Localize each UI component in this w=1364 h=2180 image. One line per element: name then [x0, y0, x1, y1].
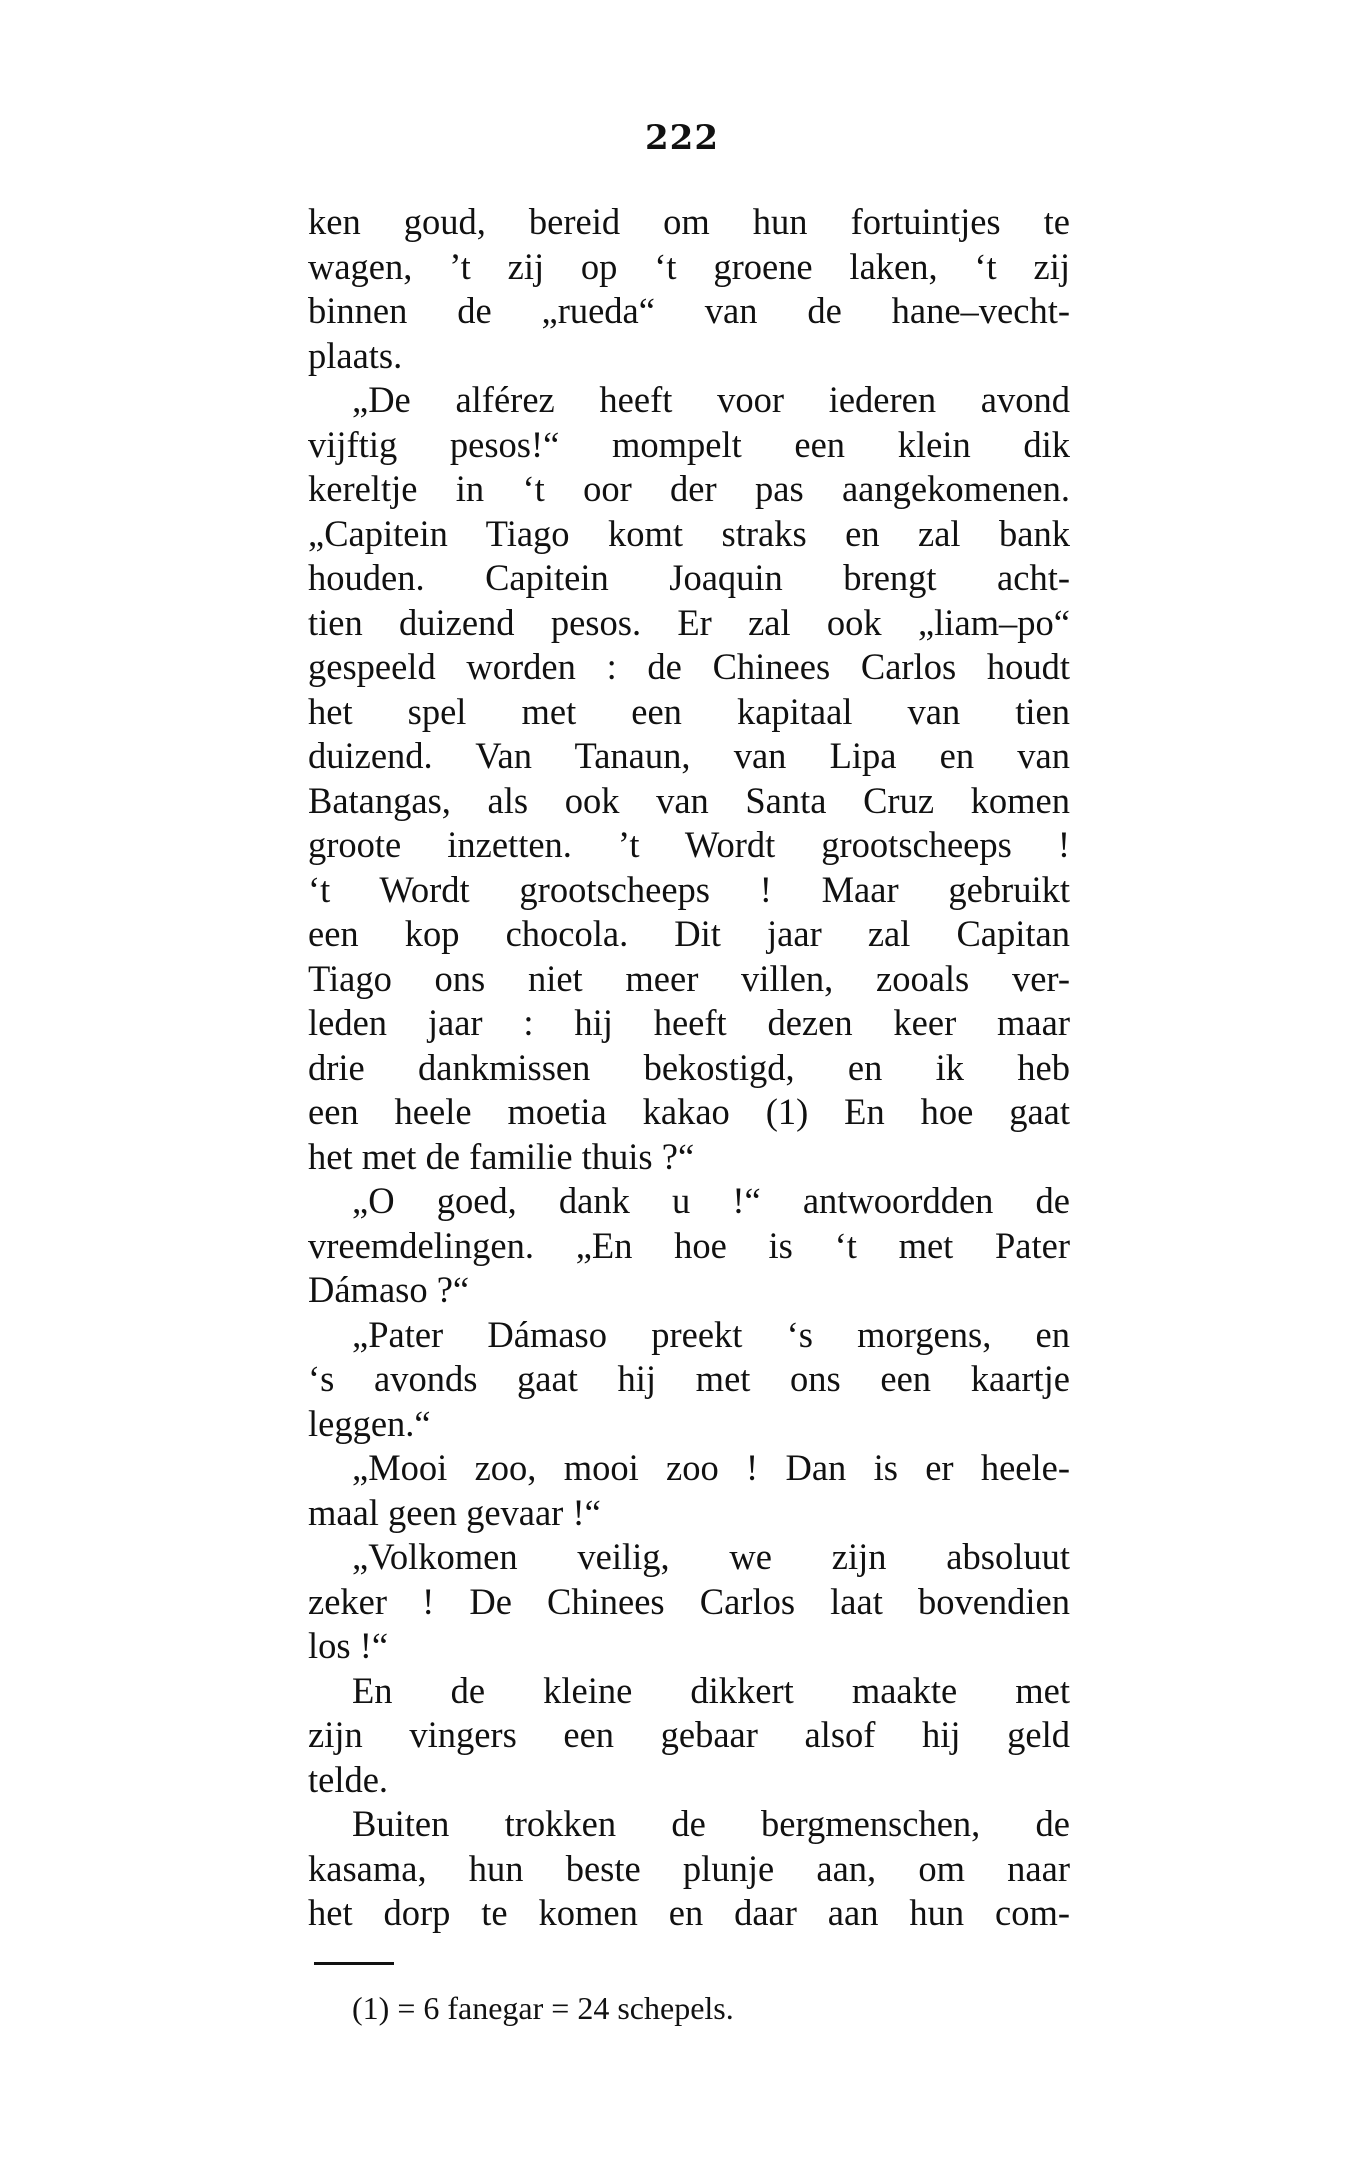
text-line: zijn vingers een gebaar alsof hij geld [308, 1714, 1070, 1755]
text-line: kasama, hun beste plunje aan, om naar [308, 1847, 1070, 1889]
text-line: gespeeld worden : de Chinees Carlos houdt [308, 646, 1070, 687]
text-line: Dámaso ?“ [308, 1269, 470, 1310]
text-line: duizend. Van Tanaun, van Lipa en van [308, 735, 1070, 776]
text-line: kereltje in ‘t oor der pas aangekomenen. [308, 468, 1070, 509]
text-line: telde. [308, 1758, 389, 1800]
text-line: binnen de „rueda“ van de hane–vecht- [308, 290, 1070, 331]
footnote-divider [314, 1962, 394, 1965]
text-line: Buiten trokken de bergmenschen, de [352, 1803, 1070, 1844]
text-line: „Volkomen veilig, we zijn absoluut [352, 1536, 1070, 1577]
text-line: plaats. [308, 334, 403, 376]
text-line: drie dankmissen bekostigd, en ik heb [308, 1046, 1070, 1088]
text-line: groote inzetten. ’t Wordt grootscheeps ! [308, 824, 1070, 865]
text-line: een heele moetia kakao (1) En hoe gaat [308, 1091, 1070, 1132]
text-line: een kop chocola. Dit jaar zal Capitan [308, 913, 1070, 954]
text-line: leggen.“ [308, 1402, 431, 1444]
text-line: ‘t Wordt grootscheeps ! Maar gebruikt [308, 868, 1070, 910]
text-line: ‘s avonds gaat hij met ons een kaartje [308, 1358, 1070, 1399]
text-line: los !“ [308, 1625, 389, 1666]
text-line: leden jaar : hij heeft dezen keer maar [308, 1002, 1070, 1043]
text-line: „Capitein Tiago komt straks en zal bank [308, 512, 1070, 554]
text-line: zeker ! De Chinees Carlos laat bovendien [308, 1580, 1070, 1622]
text-line: tien duizend pesos. Er zal ook „liam–po“ [308, 601, 1070, 643]
text-line: vreemdelingen. „En hoe is ‘t met Pater [308, 1224, 1070, 1266]
page-number: 222 [645, 118, 719, 158]
text-line: het spel met een kapitaal van tien [308, 690, 1070, 732]
text-line: het met de familie thuis ?“ [308, 1135, 695, 1177]
text-line: ken goud, bereid om hun fortuintjes te [308, 201, 1070, 242]
text-line: het dorp te komen en daar aan hun com- [308, 1892, 1070, 1933]
text-line: wagen, ’t zij op ‘t groene laken, ‘t zij [308, 245, 1070, 287]
text-line: maal geen gevaar !“ [308, 1491, 601, 1533]
body-text [308, 200, 1070, 1936]
text-line: vijftig pesos!“ mompelt een klein dik [308, 423, 1070, 465]
text-line: „O goed, dank u !“ antwoordden de [352, 1180, 1070, 1221]
footnote: (1) = 6 fanegar = 24 schepels. [352, 1990, 734, 2026]
text-line: „De alférez heeft voor iederen avond [352, 379, 1070, 420]
text-line: „Pater Dámaso preekt ‘s morgens, en [352, 1313, 1070, 1355]
text-line: „Mooi zoo, mooi zoo ! Dan is er heele- [352, 1447, 1070, 1488]
text-line: houden. Capitein Joaquin brengt acht- [308, 557, 1070, 598]
text-line: En de kleine dikkert maakte met [352, 1669, 1070, 1711]
text-line: Batangas, als ook van Santa Cruz komen [308, 779, 1070, 821]
text-line: Tiago ons niet meer villen, zooals ver- [308, 957, 1070, 999]
